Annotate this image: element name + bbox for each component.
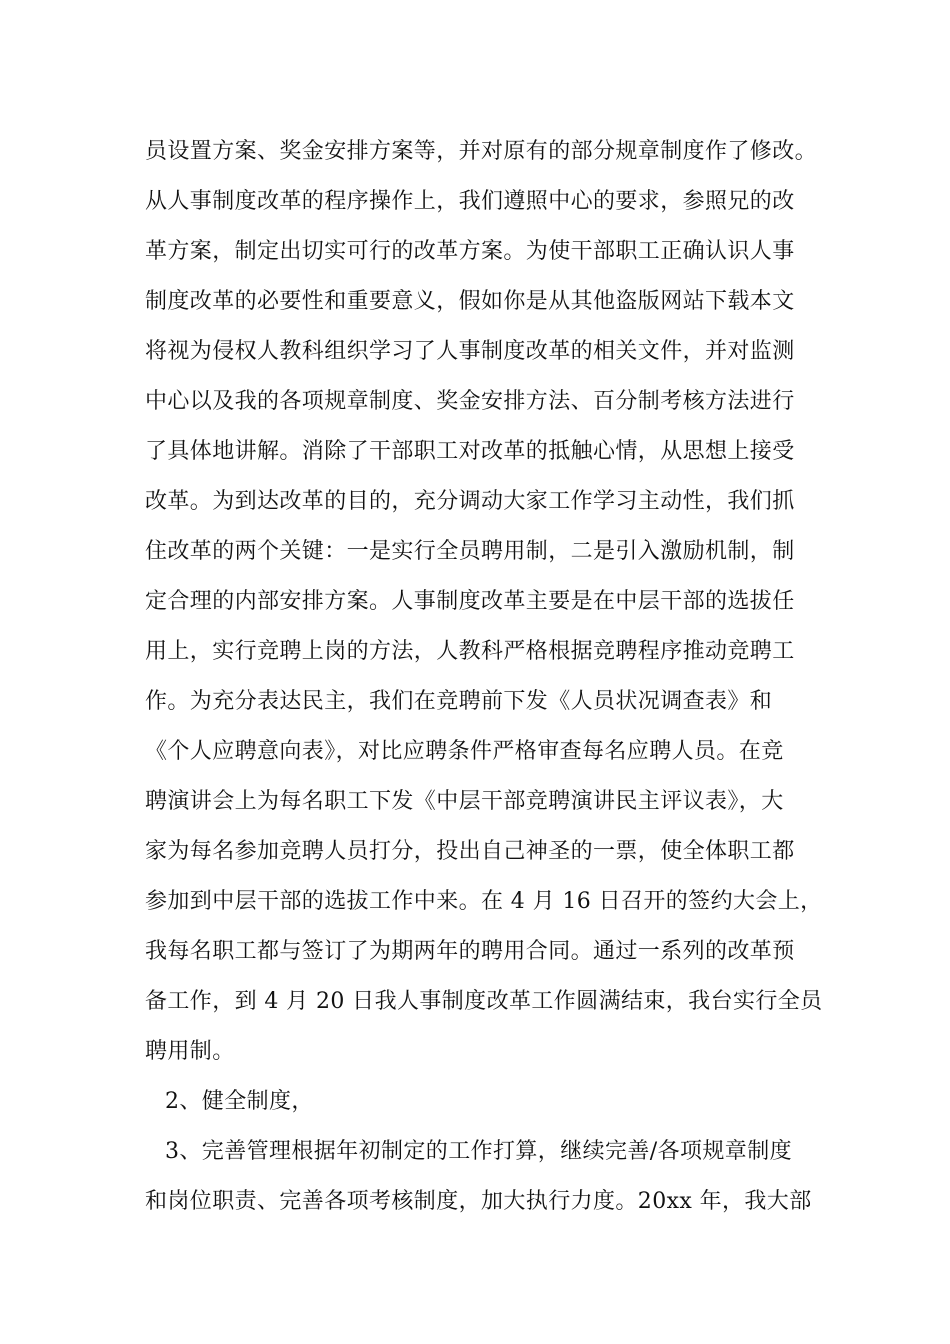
text-line: 和岗位职责、完善各项考核制度，加大执行力度。20xx 年，我大部 bbox=[145, 1189, 812, 1214]
text-line: 参加到中层干部的选拔工作中来。在 4 月 16 日召开的签约大会上， bbox=[145, 889, 823, 914]
list-item-heading: 2、健全制度， bbox=[165, 1089, 314, 1114]
text-line: 备工作，到 4 月 20 日我人事制度改革工作圆满结束，我台实行全员 bbox=[145, 989, 823, 1014]
text-line: 制度改革的必要性和重要意义，假如你是从其他盗版网站下载本文 bbox=[145, 289, 795, 314]
text-line: 革方案，制定出切实可行的改革方案。为使干部职工正确认识人事 bbox=[145, 239, 795, 264]
text-line: 《个人应聘意向表》，对比应聘条件严格审查每名应聘人员。在竞 bbox=[145, 739, 784, 764]
text-line: 中心以及我的各项规章制度、奖金安排方法、百分制考核方法进行 bbox=[145, 389, 795, 414]
text-line: 家为每名参加竞聘人员打分，投出自己神圣的一票，使全体职工都 bbox=[145, 839, 795, 864]
text-line: 改革。为到达改革的目的，充分调动大家工作学习主动性，我们抓 bbox=[145, 489, 795, 514]
text-line: 住改革的两个关键：一是实行全员聘用制，二是引入激励机制，制 bbox=[145, 539, 795, 564]
text-line: 了具体地讲解。消除了干部职工对改革的抵触心情，从思想上接受 bbox=[145, 439, 795, 464]
text-line: 聘用制。 bbox=[145, 1039, 235, 1064]
text-line: 将视为侵权人教科组织学习了人事制度改革的相关文件，并对监测 bbox=[145, 339, 795, 364]
text-line: 定合理的内部安排方案。人事制度改革主要是在中层干部的选拔任 bbox=[145, 589, 795, 614]
text-line: 作。为充分表达民主，我们在竞聘前下发《人员状况调查表》和 bbox=[145, 689, 773, 714]
text-line: 聘演讲会上为每名职工下发《中层干部竞聘演讲民主评议表》，大 bbox=[145, 789, 784, 814]
text-line: 员设置方案、奖金安排方案等，并对原有的部分规章制度作了修改。 bbox=[145, 139, 818, 164]
text-line: 我每名职工都与签订了为期两年的聘用合同。通过一系列的改革预 bbox=[145, 939, 795, 964]
list-item-heading: 3、完善管理根据年初制定的工作打算，继续完善/各项规章制度 bbox=[165, 1139, 793, 1164]
text-line: 用上，实行竞聘上岗的方法，人教科严格根据竞聘程序推动竞聘工 bbox=[145, 639, 795, 664]
text-line: 从人事制度改革的程序操作上，我们遵照中心的要求，参照兄的改 bbox=[145, 189, 795, 214]
